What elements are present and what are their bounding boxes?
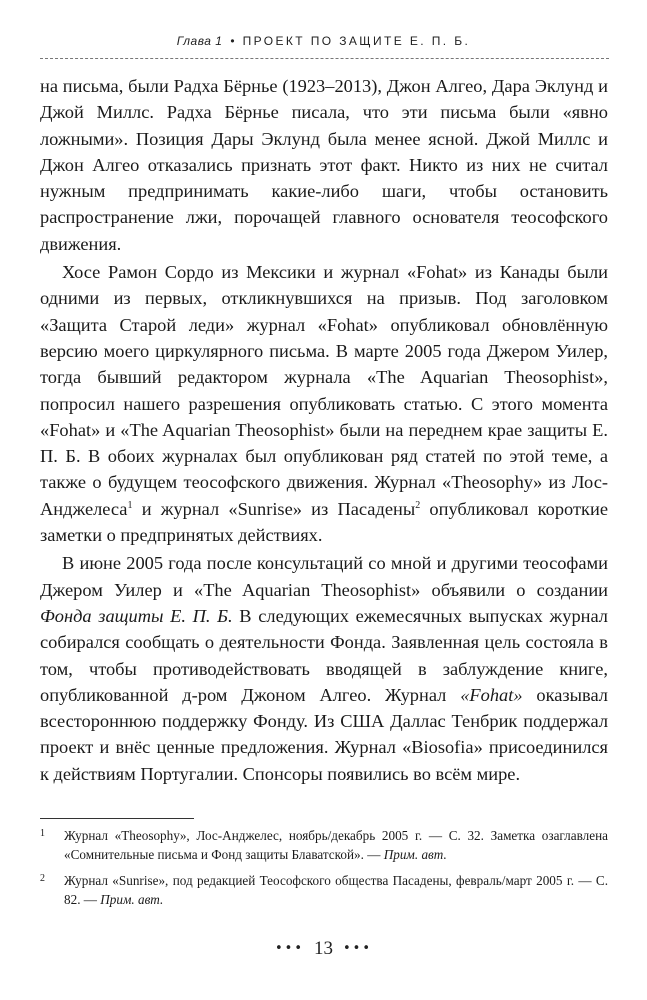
footnote-ref-2[interactable]: 2 <box>415 499 421 511</box>
paragraph-text: оказывал всестороннюю поддержку Фонду. Из США Даллас Тенбрик поддержал проект и внёс ценные предложения. Журнал «Biosofia» присоединился к действиям Португалии. Спонсоры появились во всём мире. <box>40 684 608 784</box>
footnote-number: 2 <box>40 873 45 884</box>
page-number <box>0 937 647 960</box>
journal-name-emphasis: «Fohat» <box>460 684 523 705</box>
paragraph-text: на письма, были Радха Бёрнье (1923–2013), Джон Алгео, Дара Эклунд и Джой Миллс. Радха Бёрнье писала, что эти письма были «явно ложными». Позиция Дары Эклунд была менее ясной. Джой Миллс и Джон Алгео отказались признать этот факт. Никто из них не считал нужным предпринимать какие-либо шаги, чтобы остановить распространение лжи, порочащей главного основателя теософского движения. <box>40 76 608 254</box>
running-header <box>0 34 647 48</box>
chapter-label: Глава 1 <box>176 34 223 48</box>
footnote-2 <box>40 871 608 909</box>
paragraph <box>40 550 608 787</box>
footnote-number: 1 <box>40 828 45 839</box>
paragraph-text: и журнал «Sunrise» из Пасадены <box>141 498 416 519</box>
page-number-dots-left: ••• <box>274 941 304 957</box>
footnote-1 <box>40 826 608 864</box>
footnote-text: Журнал «Sunrise», под редакцией Теософского общества Пасадены, февраль/март 2005 г. — С. 82. — <box>64 873 608 907</box>
paragraph-text: опубликовал короткие заметки о предпринятых действиях. <box>40 498 608 546</box>
header-divider <box>40 58 609 59</box>
footnote-author-note: Прим. авт. <box>383 847 447 862</box>
fund-name-emphasis: Фонда защиты Е. П. Б. <box>40 605 233 626</box>
header-separator: • <box>230 34 235 48</box>
footnote-author-note: Прим. авт. <box>100 892 164 907</box>
paragraph <box>40 259 608 548</box>
footnote-divider <box>40 818 194 819</box>
footnote-ref-1[interactable]: 1 <box>127 499 133 511</box>
footnote-text: Журнал «Theosophy», Лос-Анджелес, ноябрь/декабрь 2005 г. — С. 32. Заметка озаглавлена «Сомнительные письма и Фонд защиты Блаватской». — <box>64 828 608 862</box>
main-text <box>40 73 608 789</box>
paragraph-text: В июне 2005 года после консультаций со мной и другими теософами Джером Уилер и «The Aquarian Theosophist» объявили о создании <box>40 553 608 600</box>
page-number-value: 13 <box>314 937 333 959</box>
paragraph-text: Хосе Рамон Сордо из Мексики и журнал «Fohat» из Канады были одними из первых, откликнувшихся на призыв. Под заголовком «Защита Старой леди» журнал «Fohat» опубликовал обновлённую версию моего циркулярного письма. В марте 2005 года Джером Уилер, тогда бывший редактором журнала «The Aquarian Theosophist», попросил нашего разрешения опубликовать статью. С этого момента «Fohat» и «The Aquarian Theosophist» были на переднем крае защиты Е. П. Б. В обоих журналах был опубликован ряд статей по этой теме, а также о будущем теософского движения. Журнал «Theosophy» из Лос-Анджелеса <box>40 262 608 519</box>
page-number-dots-right: ••• <box>343 941 373 957</box>
paragraph <box>40 73 608 257</box>
paragraph-text: В следующих ежемесячных выпусках журнал собирался сообщать о деятельности Фонда. Заявленная цель состояла в том, чтобы противодействовать вводящей в заблуждение книге, опубликованной д-ром Джоном Алгео. Журнал <box>40 605 608 705</box>
running-title: ПРОЕКТ ПО ЗАЩИТЕ Е. П. Б. <box>242 34 471 48</box>
footnotes <box>40 826 608 916</box>
